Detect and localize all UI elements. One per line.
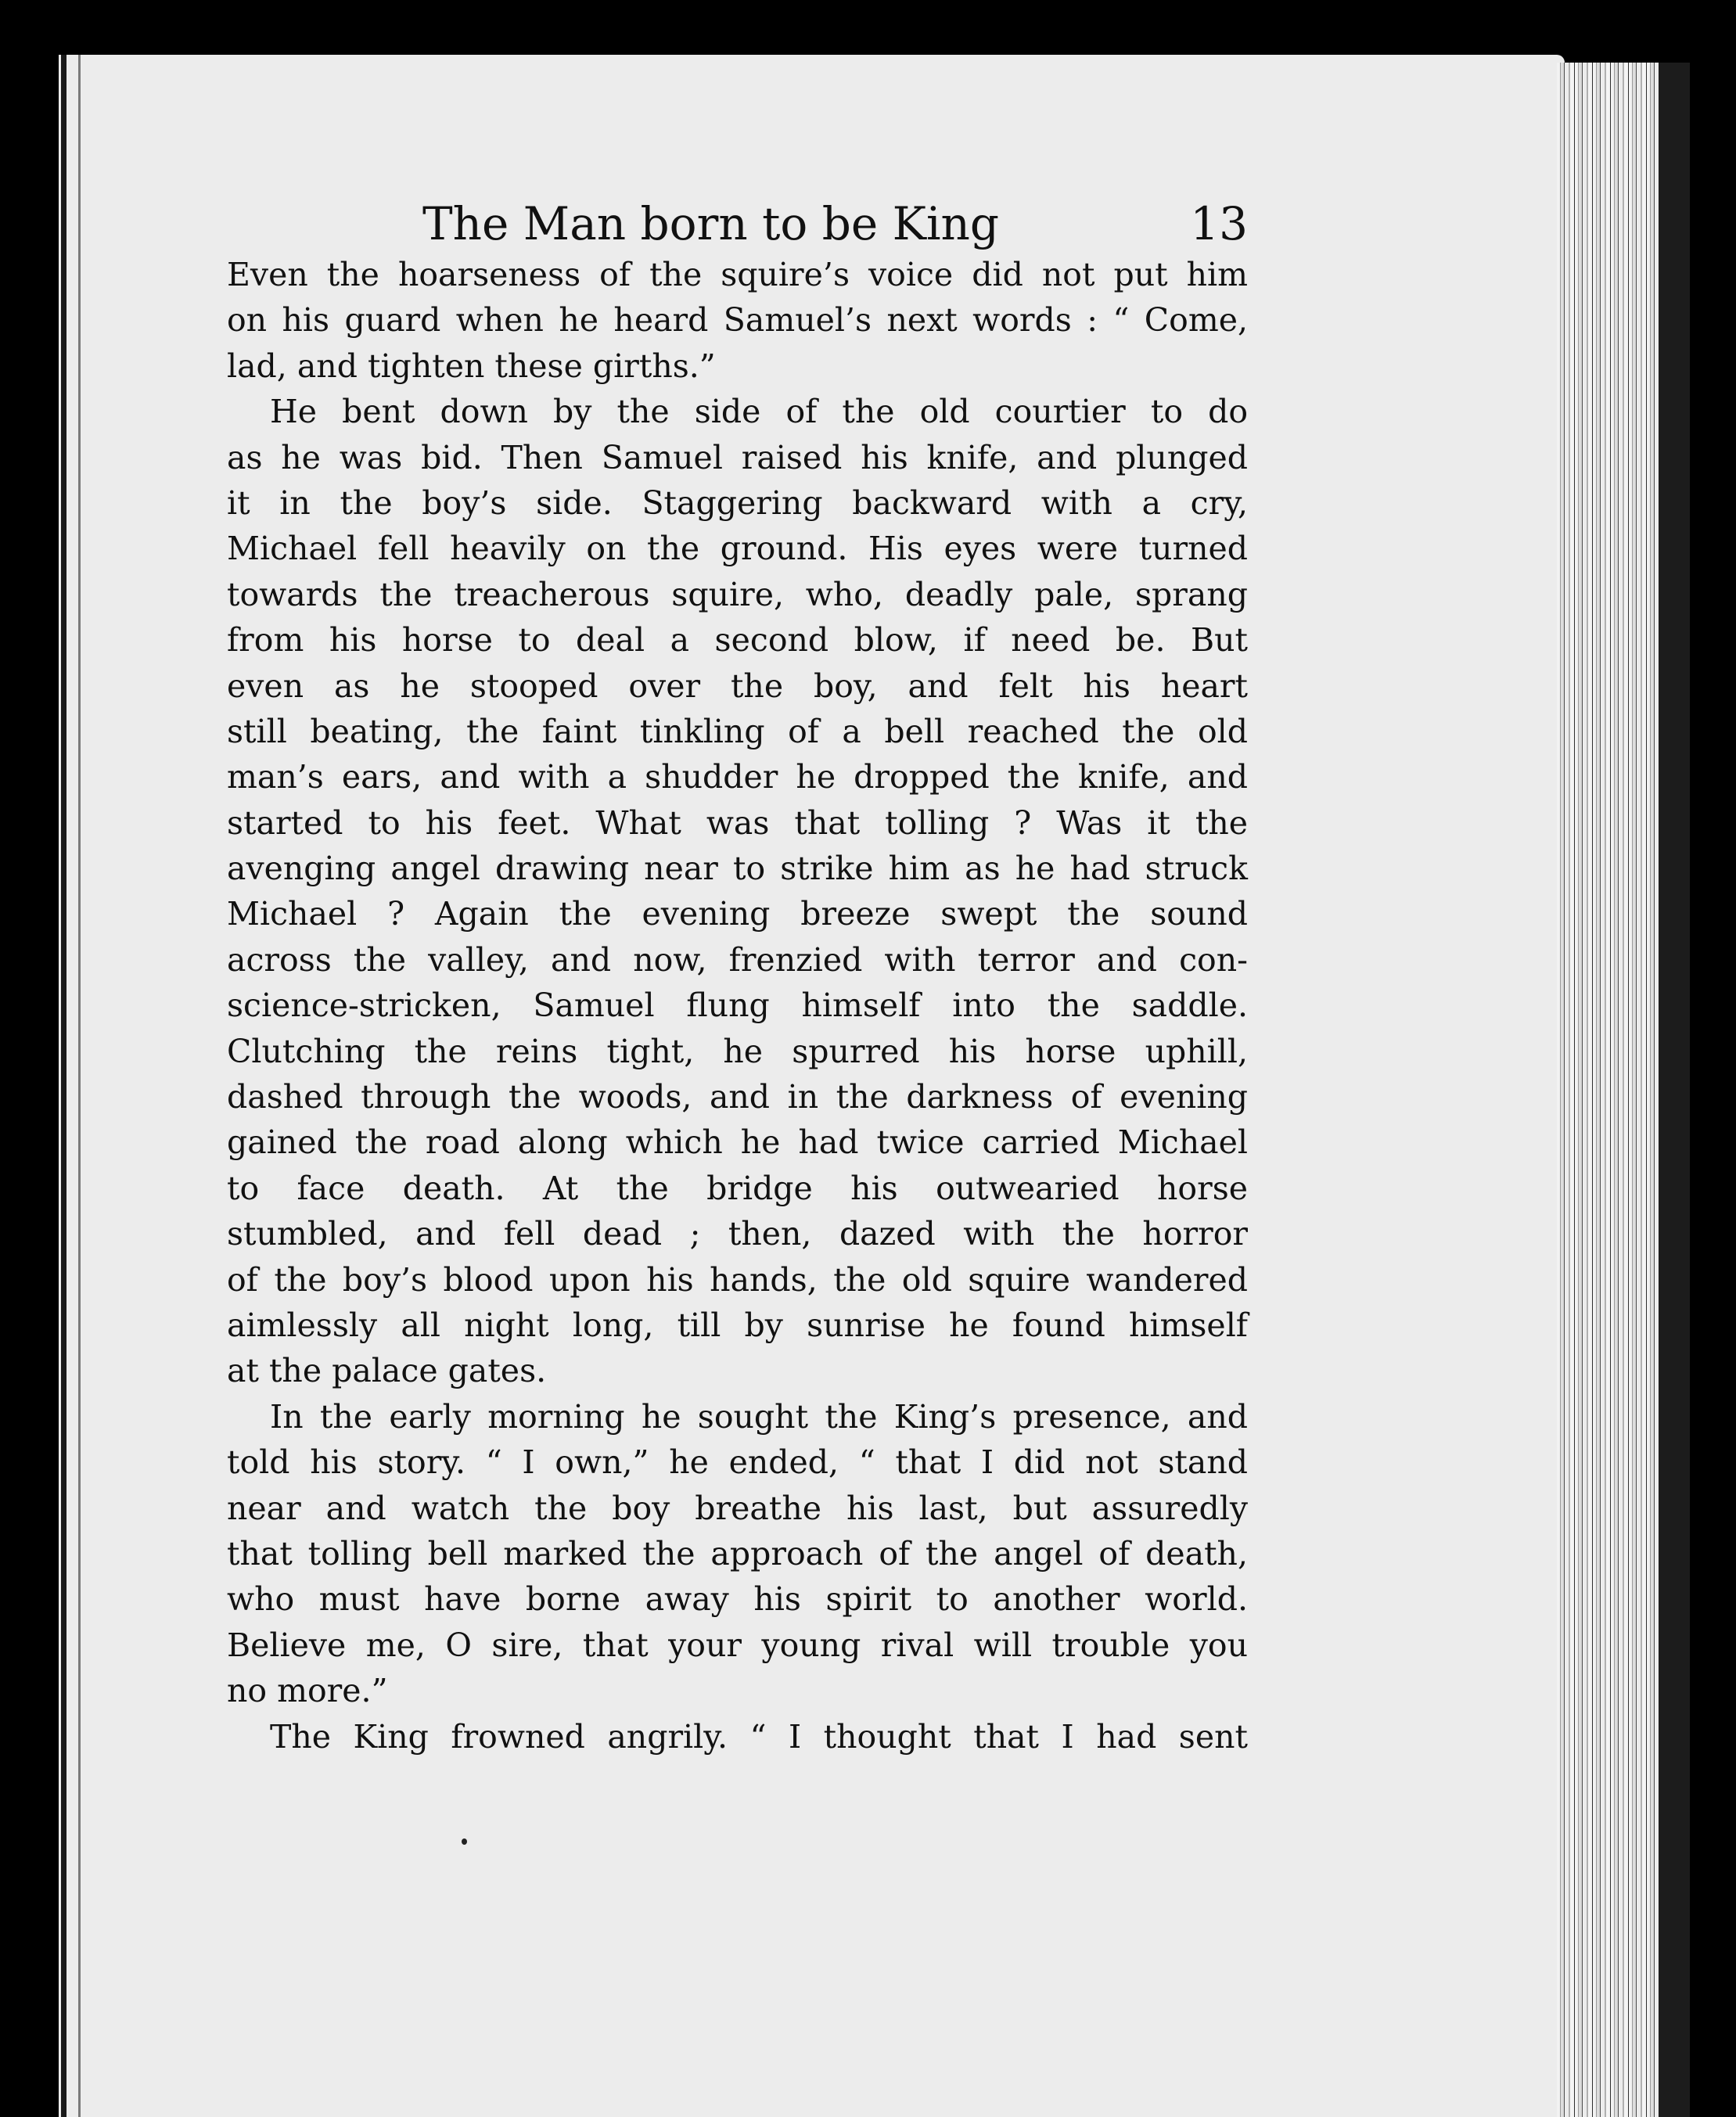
text-line: avenging angel drawing near to strike him as he had struck <box>227 850 1248 888</box>
gutter-shadow <box>61 55 66 2117</box>
text-line: that tolling bell marked the approach of the angel of death, <box>227 1534 1248 1572</box>
text-line: The King frowned angrily. “ I thought that I had sent <box>270 1717 1248 1756</box>
text-line: it in the boy’s side. Staggering backward with a cry, <box>227 483 1248 522</box>
text-line: no more.” <box>227 1672 388 1710</box>
text-line: told his story. “ I own,” he ended, “ that I did not stand <box>227 1443 1248 1482</box>
text-line: still beating, the faint tinkling of a bell reached the old <box>227 712 1248 750</box>
text-line: Believe me, O sire, that your young rival will trouble you <box>227 1626 1248 1664</box>
text-line: Michael ? Again the evening breeze swept the sound <box>227 895 1248 933</box>
text-line: Michael fell heavily on the ground. His eyes were turned <box>227 530 1248 568</box>
text-line: across the valley, and now, frenzied with terror and con- <box>227 940 1248 979</box>
running-title: The Man born to be King <box>422 197 1000 250</box>
text-line: near and watch the boy breathe his last, but assuredly <box>227 1489 1248 1527</box>
text-line: In the early morning he sought the King’s presence, and <box>270 1397 1248 1436</box>
page-text <box>227 182 1248 1759</box>
text-line: Clutching the reins tight, he spurred his horse uphill, <box>227 1032 1248 1070</box>
text-line: to face death. At the bridge his outwearied horse <box>227 1169 1248 1207</box>
text-line: lad, and tighten these girths.” <box>227 347 716 385</box>
text-line: as he was bid. Then Samuel raised his knife, and plunged <box>227 438 1248 476</box>
text-line: dashed through the woods, and in the darkness of evening <box>227 1078 1248 1116</box>
text-line: science-stricken, Samuel flung himself into the saddle. <box>227 987 1248 1025</box>
gutter-line <box>78 55 81 2117</box>
text-line: on his guard when he heard Samuel’s next words : “ Come, <box>227 301 1248 340</box>
text-line: at the palace gates. <box>227 1352 547 1390</box>
text-line: aimlessly all night long, till by sunrise he found himself <box>227 1306 1248 1344</box>
text-line: gained the road along which he had twice carried Michael <box>227 1123 1248 1162</box>
text-line: of the boy’s blood upon his hands, the old squire wandered <box>227 1260 1248 1299</box>
ink-speck <box>462 1838 467 1845</box>
text-line: He bent down by the side of the old courtier to do <box>270 393 1248 431</box>
text-line: man’s ears, and with a shudder he dropped the knife, and <box>227 758 1248 796</box>
page-edges <box>1557 63 1674 2117</box>
text-line: towards the treacherous squire, who, deadly pale, sprang <box>227 575 1248 613</box>
text-line: even as he stooped over the boy, and felt his heart <box>227 667 1248 705</box>
text-line: Even the hoarseness of the squire’s voice did not put him <box>227 256 1248 293</box>
text-line: started to his feet. What was that tolling ? Was it the <box>227 803 1248 842</box>
running-head <box>227 182 1248 252</box>
page-number: 13 <box>1190 197 1248 250</box>
text-line: who must have borne away his spirit to another world. <box>227 1580 1248 1619</box>
text-line: stumbled, and fell dead ; then, dazed with the horror <box>227 1215 1248 1253</box>
book-edge-shadow <box>1659 63 1690 2117</box>
text-line: from his horse to deal a second blow, if need be. But <box>227 621 1248 660</box>
